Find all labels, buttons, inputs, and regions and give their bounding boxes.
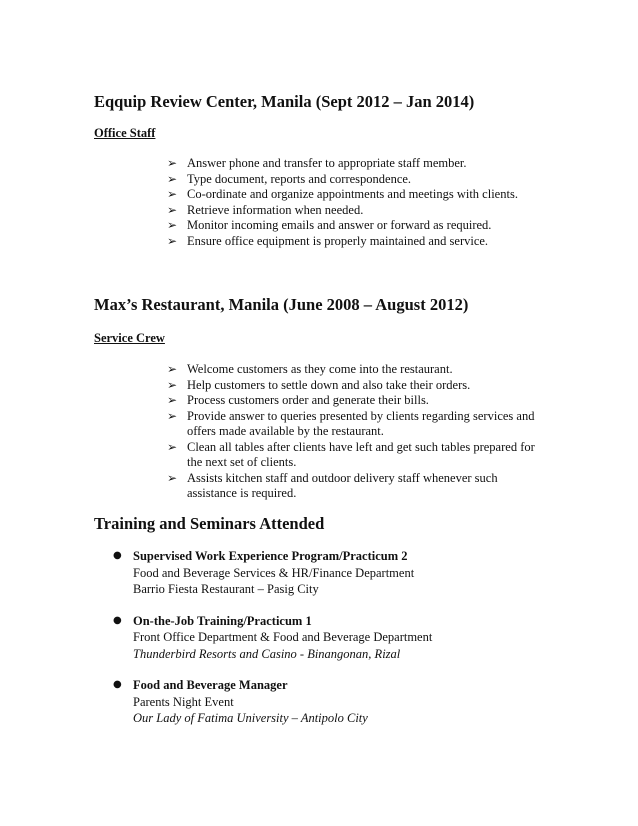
arrow-bullet-icon: ➢ bbox=[167, 377, 178, 392]
list-item: ➢ Assists kitchen staff and outdoor delivery staff whenever such assistance is required. bbox=[167, 470, 498, 500]
list-item: ➢ Welcome customers as they come into the restaurant. bbox=[167, 362, 453, 376]
arrow-bullet-icon: ➢ bbox=[167, 439, 178, 454]
list-item: ➢ Co-ordinate and organize appointments and meetings with clients. bbox=[167, 187, 518, 201]
training-item bbox=[113, 677, 573, 727]
list-item: ➢ Provide answer to queries presented by clients regarding services and offers made available by the restaurant. bbox=[167, 408, 535, 438]
job-heading-maxs: Max’s Restaurant, Manila (June 2008 – August 2012) bbox=[94, 295, 469, 314]
training-detail: Parents Night Event bbox=[133, 694, 234, 709]
arrow-bullet-icon: ➢ bbox=[167, 218, 178, 232]
arrow-bullet-icon: ➢ bbox=[167, 156, 178, 170]
list-item: ➢ Process customers order and generate their bills. bbox=[167, 393, 429, 407]
list-item: ➢ Answer phone and transfer to appropriate staff member. bbox=[167, 156, 467, 170]
training-list bbox=[113, 548, 573, 742]
list-item: ➢ Ensure office equipment is properly maintained and service. bbox=[167, 233, 489, 248]
dot-bullet-icon: ● bbox=[113, 679, 122, 690]
arrow-bullet-icon: ➢ bbox=[167, 470, 178, 485]
training-detail: Food and Beverage Services & HR/Finance Department bbox=[133, 565, 415, 580]
duties-list-maxs bbox=[167, 362, 547, 502]
list-item: ➢ Help customers to settle down and also take their orders. bbox=[167, 377, 471, 392]
dot-bullet-icon: ● bbox=[113, 614, 122, 626]
list-item: ➢ Monitor incoming emails and answer or forward as required. bbox=[167, 218, 492, 232]
training-heading: Training and Seminars Attended bbox=[94, 514, 325, 533]
arrow-bullet-icon: ➢ bbox=[167, 362, 178, 376]
arrow-bullet-icon: ➢ bbox=[167, 202, 178, 217]
training-title: On-the-Job Training/Practicum 1 bbox=[133, 613, 312, 628]
dot-bullet-icon: ● bbox=[113, 550, 122, 561]
arrow-bullet-icon: ➢ bbox=[167, 393, 178, 407]
training-item bbox=[113, 613, 573, 663]
arrow-bullet-icon: ➢ bbox=[167, 187, 178, 201]
arrow-bullet-icon: ➢ bbox=[167, 233, 178, 248]
training-location: Barrio Fiesta Restaurant – Pasig City bbox=[133, 582, 319, 596]
arrow-bullet-icon: ➢ bbox=[167, 171, 178, 186]
list-item: ➢ Type document, reports and correspondence. bbox=[167, 171, 412, 186]
training-detail: Front Office Department & Food and Beverage Department bbox=[133, 630, 433, 644]
training-title: Supervised Work Experience Program/Practicum 2 bbox=[133, 549, 408, 563]
training-title: Food and Beverage Manager bbox=[133, 678, 288, 692]
training-location: Thunderbird Resorts and Casino - Binangonan, Rizal bbox=[133, 646, 401, 661]
job-role-service-crew: Service Crew bbox=[94, 331, 165, 345]
list-item: ➢ Retrieve information when needed. bbox=[167, 202, 364, 217]
training-item bbox=[113, 548, 573, 598]
job-role-office-staff: Office Staff bbox=[94, 126, 156, 140]
job-heading-eqquip: Eqquip Review Center, Manila (Sept 2012 – Jan 2014) bbox=[94, 92, 475, 111]
training-location: Our Lady of Fatima University – Antipolo City bbox=[133, 711, 368, 725]
duties-list-eqquip bbox=[167, 156, 547, 249]
list-item: ➢ Clean all tables after clients have left and get such tables prepared for the next set of clients. bbox=[167, 439, 535, 469]
arrow-bullet-icon: ➢ bbox=[167, 408, 178, 423]
